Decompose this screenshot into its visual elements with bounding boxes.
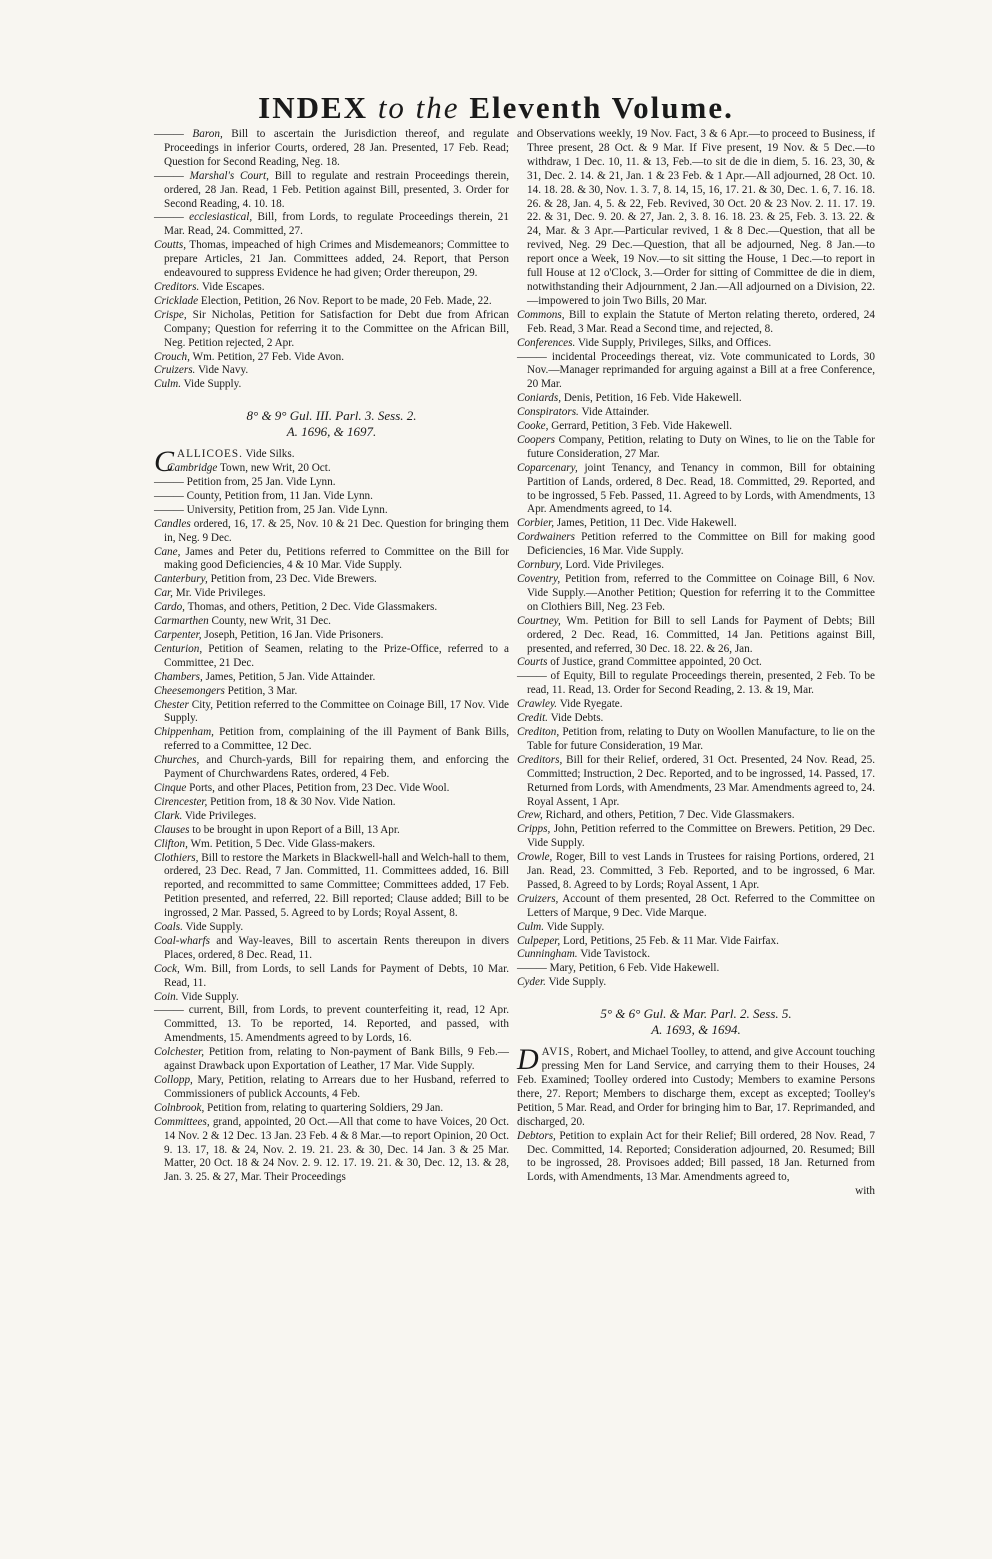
index-entry — [154, 782, 509, 796]
right-column — [517, 128, 875, 1199]
entry-heading: ——— Baron, — [154, 128, 223, 140]
right-top-entries — [517, 128, 875, 990]
entry-text: Sir Nicholas, Petition for Satisfaction for Debt due from African Company; Question for referring it to the Committee on the African Bill, Neg. Petition rejected, 2 Apr. — [164, 308, 509, 349]
index-entry — [154, 587, 509, 601]
entry-text: Vide Tavistock. — [577, 948, 651, 961]
entry-heading: Cricklade — [154, 294, 199, 307]
entry-text: Bill to restore the Markets in Blackwell-hall and Welch-hall to them, ordered, 23 Dec. Read, 7 Jan. Committed, 11. Committees added, 16. Bill reported, and recommitted to same Committee; Committees added, 17 Feb. Petition presented, and referred, 22. Bill reported; Clause added; Bill to be ingrossed, 2 Mar. Passed, 5. Agreed to by Lords; Royal Assent, 8. — [164, 851, 509, 920]
entry-text: Bill to ascertain the Jurisdiction thereof, and regulate Proceedings in inferior Courts, ordered, 28 Jan. Presented, 17 Feb. Read; Question for Second Reading, Neg. 18. — [164, 128, 509, 168]
entry-heading: Canterbury, — [154, 573, 208, 586]
entry-text: Vide Privileges. — [182, 809, 257, 822]
entry-heading: Creditors, — [517, 753, 563, 766]
entry-text: Gerrard, Petition, 3 Feb. Vide Hakewell. — [548, 420, 733, 433]
entry-heading: Cruizers, — [517, 892, 559, 905]
index-entry — [154, 170, 509, 212]
index-entry — [154, 1102, 509, 1116]
entry-heading: Crouch, — [154, 350, 190, 363]
index-entry — [154, 921, 509, 935]
entry-heading: Culm. — [154, 378, 182, 391]
index-entry — [154, 239, 509, 281]
entry-text: Vide Supply, Privileges, Silks, and Offices. — [575, 336, 772, 349]
index-entry — [154, 351, 509, 365]
left-top-entries — [154, 128, 509, 392]
entry-text: Roger, Bill to vest Lands in Trustees for raising Portions, ordered, 21 Jan. Read, 23. Committed, 3 Feb. Reported, and to be ingrossed, 6 Mar. Passed, 8. Agreed to by Lords; Royal Assent, 1 Apr. — [527, 851, 875, 891]
entry-heading: Clark. — [154, 809, 183, 822]
index-entry — [517, 893, 875, 921]
entry-text: and Church-yards, Bill for repairing them, and enforcing the Payment of Churchwardens Rates, ordered, 4 Feb. — [164, 754, 509, 781]
index-entry — [517, 809, 875, 823]
entry-text: Vide Supply. — [182, 921, 244, 934]
entry-heading: Cinque — [154, 781, 187, 794]
entry-text: Thomas, impeached of high Crimes and Misdemeanors; Committee to prepare Articles, 21 Jan. Committees added, 24. Report, that Person endeavoured to suppress Evidence he had given; Order thereupon, 29. — [164, 239, 509, 280]
entry-text: Petition from, 18 & 30 Nov. Vide Nation. — [207, 795, 396, 808]
entry-text: ordered, 16, 17. & 25, Nov. 10 & 21 Dec. Question for bringing them in, Neg. 9 Dec. — [164, 517, 509, 544]
entry-text: Vide Supply. — [544, 920, 605, 933]
entry-heading: Cheesemongers — [154, 684, 225, 697]
index-entry — [154, 824, 509, 838]
index-entry — [154, 378, 509, 392]
index-entry — [517, 462, 875, 518]
entry-heading: Cardo, — [154, 601, 185, 614]
entry-heading: ——— — [517, 670, 547, 683]
index-entry — [154, 726, 509, 754]
entry-heading: Coal-wharfs — [154, 934, 210, 947]
index-entry — [517, 754, 875, 810]
entry-heading: ——— — [154, 476, 184, 489]
entry-heading: Coin. — [154, 990, 179, 1003]
entry-heading: Cornbury, — [517, 559, 563, 572]
index-entry — [517, 698, 875, 712]
index-entry — [154, 1116, 509, 1186]
entry-heading: Colnbrook, — [154, 1101, 205, 1114]
entry-heading: Culm. — [517, 920, 545, 933]
entry-heading: Chester — [154, 698, 189, 711]
entry-text: Account of them presented, 28 Oct. Referred to the Committee on Letters of Marque, 9 Dec. Vide Marque. — [527, 892, 875, 919]
entry-text: Wm. Petition for Bill to sell Lands for Payment of Debts; Bill ordered, 2 Dec. Read, 16. Committed, 14 Jan. Petitions against Bill, presented, and referred, 30 Dec. 18. 22. & 26, Jan. — [527, 614, 875, 655]
dropcap-rest: AVIS, — [541, 1046, 575, 1059]
entry-text: Ports, and other Places, Petition from, 23 Dec. Vide Wool. — [186, 781, 450, 794]
entry-heading: Committees, — [154, 1115, 210, 1128]
index-entry — [154, 309, 509, 351]
index-entry — [154, 852, 509, 922]
index-entry — [517, 712, 875, 726]
entry-heading: ——— — [154, 503, 184, 516]
entry-heading: Chambers, — [154, 670, 203, 683]
entry-heading: Coparcenary, — [517, 461, 578, 474]
entry-text: of Equity, Bill to regulate Proceedings therein, presented, 2 Feb. To be read, 11. Read, 13. Order for Second Reading, 2. 13. & 19, Mar. — [527, 670, 875, 697]
entry-text: Petition from, 23 Dec. Vide Brewers. — [207, 573, 377, 586]
entry-text: Lord. Vide Privileges. — [562, 559, 665, 572]
catchword: with — [855, 1185, 875, 1198]
entry-text: Petition, 3 Mar. — [224, 684, 298, 697]
entry-heading: Crawley. — [517, 698, 558, 711]
entry-heading: Car, — [154, 587, 173, 600]
entry-heading: Debtors, — [517, 1129, 556, 1142]
index-entry — [154, 935, 509, 963]
index-entry — [517, 573, 875, 615]
entry-text: Mary, Petition, 6 Feb. Vide Hakewell. — [546, 962, 720, 975]
section-heading-line-2: A. 1693, & 1694. — [651, 1022, 741, 1038]
entry-text: Joseph, Petition, 16 Jan. Vide Prisoners. — [201, 629, 384, 641]
entry-text: Wm. Petition, 27 Feb. Vide Avon. — [189, 350, 345, 363]
index-entry — [517, 726, 875, 754]
entry-text: Petition to explain Act for their Relief; Bill ordered, 28 Nov. Read, 7 Dec. Committed, 14. Reported; Consideration adjourned, 20. Resumed; Bill to be ingrossed, 28. Provisoes added; Bill passed, 18 Jan. Returned from Lords, with Amendments, 13 Mar. Amendments agreed to, — [527, 1129, 875, 1184]
entry-text: Petition from, relating to Non-payment of Bank Bills, 9 Feb.—against Drawback upon Exportation of Leather, 17 Mar. Vide Supply. — [164, 1046, 509, 1073]
index-entry — [154, 518, 509, 546]
entry-text: County, new Writ, 31 Dec. — [208, 615, 331, 628]
index-entry — [517, 351, 875, 393]
entry-heading: Coventry, — [517, 573, 561, 585]
entry-heading: Coniards, — [517, 392, 562, 405]
index-entry — [517, 935, 875, 949]
entry-heading: Candles — [154, 517, 191, 530]
index-entry — [517, 392, 875, 406]
index-entry — [154, 810, 509, 824]
entry-heading: Clothiers, — [154, 851, 199, 864]
entry-heading: Churches, — [154, 754, 200, 767]
index-entry — [154, 838, 509, 852]
entry-heading: Crew, — [517, 809, 543, 822]
index-entry — [517, 531, 875, 559]
entry-text: Vide Supply. — [181, 378, 242, 391]
index-entry — [154, 643, 509, 671]
entry-heading: ——— ecclesiastical, — [154, 211, 253, 224]
index-entry — [154, 573, 509, 587]
entry-heading: Clifton, — [154, 837, 188, 850]
left-column — [154, 128, 509, 1185]
title-connector: to the — [377, 90, 460, 125]
index-entry — [154, 504, 509, 518]
entry-heading: Corbier, — [517, 517, 554, 530]
index-entry — [517, 420, 875, 434]
index-entry — [154, 546, 509, 574]
dropcap-rest: ALLICOES. — [177, 448, 243, 461]
entry-heading: ——— — [517, 350, 547, 363]
entry-text: Bill, from Lords, to regulate Proceedings therein, 21 Mar. Read, 24. Committed, 27. — [164, 211, 509, 238]
index-entry — [154, 754, 509, 782]
entry-text: Mary, Petition, relating to Arrears due to her Husband, referred to Commissioners of publick Accounts, 4 Feb. — [164, 1074, 509, 1100]
entry-text: joint Tenancy, and Tenancy in common, Bill for obtaining Partition of Lands, ordered, 8 Dec. Read, 18. Committed, 29. Reported, and to be ingrossed, 5 Feb. Passed, 11. Agreed to by Lords, with Amendments, 13 Apr. Amendments agreed, to 14. — [527, 461, 875, 516]
entry-text: Denis, Petition, 16 Feb. Vide Hakewell. — [561, 392, 742, 405]
entry-text: of Justice, grand Committee appointed, 20 Oct. — [547, 656, 762, 669]
entry-text: Vide Navy. — [195, 364, 249, 377]
page-title — [0, 90, 992, 126]
index-entry — [517, 656, 875, 670]
dropcap-text: Robert, and Michael Toolley, to attend, and give Account touching pressing Men for Land Service, and carrying them to their Houses, 24 Feb. Examined; Toolley ordered into Custody; Members to examine Persons there, 27. Report; Members to discharge them, except as excepted; Toolley's Petition, 5 Mar. Read, and Order for bringing him to Bar, 17. Reprimanded, and discharged, 20. — [517, 1046, 875, 1128]
dropcap-text: Vide Silks. — [242, 448, 295, 461]
entry-heading: Cyder. — [517, 976, 546, 989]
section-heading-line-1: 5° & 6° Gul. & Mar. Parl. 2. Sess. 5. — [600, 1006, 792, 1022]
index-entry — [154, 699, 509, 727]
index-entry — [154, 629, 509, 643]
index-entry — [517, 559, 875, 573]
entry-heading: ——— — [154, 1004, 184, 1017]
entry-text: Election, Petition, 26 Nov. Report to be made, 20 Feb. Made, 22. — [198, 294, 492, 307]
index-entry — [154, 128, 509, 170]
index-entry — [517, 670, 875, 698]
entry-heading: Coopers — [517, 433, 555, 446]
entry-text: and Way-leaves, Bill to ascertain Rents thereupon in divers Places, ordered, 8 Dec. Read, 11. — [164, 934, 509, 961]
entry-heading: Cruizers. — [154, 364, 196, 377]
left-entries — [154, 462, 509, 1185]
index-entry — [517, 517, 875, 531]
index-entry — [154, 462, 509, 476]
entry-heading: Cirencester, — [154, 795, 208, 808]
entry-heading: Collopp, — [154, 1074, 193, 1086]
entry-text: Mr. Vide Privileges. — [172, 587, 266, 600]
entry-text: County, Petition from, 11 Jan. Vide Lynn. — [183, 489, 373, 502]
index-entry — [154, 211, 509, 239]
section-heading-1693 — [517, 1006, 875, 1038]
section-heading-line-2: A. 1696, & 1697. — [286, 424, 377, 440]
entry-heading: Conferences. — [517, 336, 576, 349]
entry-heading: Credit. — [517, 712, 548, 725]
dropcap-letter: D — [517, 1043, 539, 1077]
entry-text: John, Petition referred to the Committee on Brewers. Petition, 29 Dec. Vide Supply. — [527, 823, 875, 850]
entry-heading: Crediton, — [517, 725, 560, 738]
entry-heading: Cripps, — [517, 823, 551, 836]
index-entry — [517, 851, 875, 893]
entry-text: Bill for their Relief, ordered, 31 Oct. Presented, 24 Nov. Read, 25. Committed; Instruction, 2 Dec. Reported, and to be ingrossed, 14. Passed, 17. Returned from Lords, with Amendments, 23 Mar. Amendments agreed to, 24. Royal Assent, 1 Apr. — [527, 753, 876, 808]
entry-heading: Conspirators. — [517, 406, 579, 419]
entry-text: Petition from, referred to the Committee on Coinage Bill, 6 Nov. Vide Supply.—Another Petition; Question for referring it to the Committee on Clothiers Bill, Neg. 23 Feb. — [527, 573, 875, 613]
entry-heading: Cane, — [154, 545, 181, 558]
entry-text: Thomas, and others, Petition, 2 Dec. Vide Glassmakers. — [184, 601, 438, 614]
entry-text: Lord, Petitions, 25 Feb. & 11 Mar. Vide Fairfax. — [560, 934, 779, 947]
entry-text: Vide Supply. — [178, 990, 239, 1003]
right-entries — [517, 1130, 875, 1186]
entry-text: Petition from, relating to quartering Soldiers, 29 Jan. — [204, 1101, 444, 1114]
entry-heading: Coutts, — [154, 239, 187, 252]
entry-text: and Observations weekly, 19 Nov. Fact, 3 & 6 Apr.—to proceed to Business, if Three present, 28 Oct. & 9 Mar. If Five present, 19 Nov. & 5 Dec.—to withdraw, 1 Dec. 10, 11. & 13, Feb.—to sit de die in diem, 5. 16. 23, 30, & 31, Dec. 2. 14. & 21, Jan. 1 & 23 Feb. & 1 Apr.—All adjourned, 28 Oct. 10. 14. 18. 28. & 30, Nov. 1. 3. 7, 8. 14, 15, 16, 17. 21. & 30, Dec. 1. 6, 7. 16. 18. 26. & 28, Jan. 4, 5. & 22, Feb. Revived, 30 Oct. 20 & 23 Nov. 2. 11. 17. 19. 22. & 31, Dec. 9. 20. & 27, Jan. 2, 3. 8. 16. 18. 23. & 25, Feb. 3. 13. 22. & 24, Mar. & 3 Apr.—Particular revived, 1 & 8 Dec.—Question, that all be revived, Neg. 29 Dec.—Question, that all be adjourned, Neg. 8 Jan.—to report once a Week, 19 Nov.—to sit sitting the House, 1 Dec.—to report in full House at 12 o'Clock, 3.—Order for sitting of Committee de die in diem, notwithstanding their Adjournment, 2 Jan.—All adjourned on a Division, 22.—impowered to join Two Bills, 20 Mar. — [517, 128, 875, 307]
entry-text: Wm. Bill, from Lords, to sell Lands for Payment of Debts, 10 Mar. Read, 11. — [164, 962, 509, 989]
entry-text: James and Peter du, Petitions referred to Committee on the Bill for making good Deficiencies, 4 & 10 Mar. Vide Supply. — [164, 545, 509, 572]
entry-heading: Clauses — [154, 823, 190, 836]
index-entry — [154, 601, 509, 615]
entry-text: Petition from, relating to Duty on Woollen Manufacture, to lie on the Table for future Consideration, 19 Mar. — [527, 725, 875, 752]
entry-text: grand, appointed, 20 Oct.—All that come to have Voices, 20 Oct. 14 Nov. 2 & 12 Dec. 13 Jan. 23 Feb. 4 & 8 Mar.—to report Opinion, 20 Oct. 9. 13. 17, 18. & 24, Nov. 2. 19. 21. 23. & 30, Dec. 14 Jan. 3 & 25 Mar. Matter, 20 Oct. 18 & 24 Nov. 2. 9. 12. 17. 19. 21. & 30, Dec. 12, 13. & 28, Jan. 3. 25. & 27, Mar. Their Proceedings — [164, 1115, 509, 1184]
entry-heading: Centurion, — [154, 642, 203, 655]
index-entry — [154, 281, 509, 295]
entry-text: Company, Petition, relating to Duty on Wines, to lie on the Table for future Consideration, 27 Mar. — [527, 433, 875, 460]
index-entry — [517, 309, 875, 337]
entry-text: Petition from, complaining of the ill Payment of Bank Bills, referred to a Committee, 12 Dec. — [164, 726, 509, 753]
entry-heading: Cock, — [154, 962, 180, 975]
entry-heading: Chippenham, — [154, 726, 214, 739]
entry-text: Vide Escapes. — [199, 280, 265, 293]
entry-text: Petition referred to the Committee on Bill for making good Deficiencies, 16 Mar. Vide Supply. — [527, 531, 875, 558]
index-entry — [154, 1046, 509, 1074]
index-entry — [517, 921, 875, 935]
index-entry — [154, 963, 509, 991]
index-entry — [154, 1004, 509, 1046]
title-suffix: Eleventh Volume. — [469, 90, 734, 125]
entry-heading: ——— — [517, 962, 547, 975]
entry-heading: Cooke, — [517, 420, 549, 433]
index-entry — [517, 948, 875, 962]
index-entry — [154, 476, 509, 490]
entry-heading: Culpeper, — [517, 934, 561, 947]
dropcap-letter: C — [154, 445, 175, 479]
dropcap-entry-davis — [517, 1043, 875, 1129]
index-entry — [517, 406, 875, 420]
entry-text: James, Petition, 5 Jan. Vide Attainder. — [202, 670, 376, 683]
index-entry — [154, 615, 509, 629]
entry-heading: ——— Marshal's Court, — [154, 169, 269, 182]
entry-text: City, Petition referred to the Committee on Coinage Bill, 17 Nov. Vide Supply. — [164, 698, 509, 725]
entry-heading: Courts — [517, 656, 548, 669]
entry-text: Petition from, 25 Jan. Vide Lynn. — [183, 476, 336, 489]
entry-heading: Commons, — [517, 308, 565, 321]
entry-heading: Colchester, — [154, 1046, 205, 1059]
entry-text: Bill to regulate and restrain Proceedings therein, ordered, 28 Jan. Read, 1 Feb. Petition against Bill, presented, 3. Order for Second Reading, 4. 10. 18. — [164, 169, 509, 210]
section-heading-line-1: 8° & 9° Gul. III. Parl. 3. Sess. 2. — [246, 408, 417, 424]
entry-text: James, Petition, 11 Dec. Vide Hakewell. — [554, 517, 737, 530]
entry-text: Vide Supply. — [545, 976, 607, 989]
index-entry — [517, 962, 875, 976]
entry-text: incidental Proceedings thereat, viz. Vote communicated to Lords, 30 Nov.—Manager reprimanded for arguing against a Bill at a free Conference, 20 Mar. — [527, 350, 875, 391]
index-entry — [154, 671, 509, 685]
entry-heading: Crispe, — [154, 308, 187, 321]
entry-text: to be brought in upon Report of a Bill, 13 Apr. — [189, 823, 400, 836]
entry-text: Vide Ryegate. — [557, 698, 623, 711]
index-entry — [154, 796, 509, 810]
entry-text: Petition of Seamen, relating to the Prize-Office, referred to a Committee, 21 Dec. — [164, 642, 509, 669]
section-heading-1696 — [154, 408, 509, 440]
entry-heading: ——— — [154, 489, 184, 502]
entry-heading: Carpenter, — [154, 629, 202, 641]
index-entry — [154, 991, 509, 1005]
entry-text: current, Bill, from Lords, to prevent counterfeiting it, read, 12 Apr. Committed, 13. To be reported, 14. Reported, and passed, with Amendments, 15. Amendments agreed to by Lords, 16. — [164, 1004, 509, 1045]
entry-text: Richard, and others, Petition, 7 Dec. Vide Glassmakers. — [542, 809, 795, 822]
entry-text: Bill to explain the Statute of Merton relating thereto, ordered, 24 Feb. Read, 3 Mar. Read a Second time, and rejected, 8. — [527, 308, 875, 335]
entry-text: Vide Debts. — [547, 712, 604, 725]
index-entry — [154, 295, 509, 309]
index-entry — [517, 615, 875, 657]
index-entry — [517, 337, 875, 351]
index-entry — [154, 685, 509, 699]
index-entry — [517, 128, 875, 309]
entry-heading: Cordwainers — [517, 531, 576, 544]
entry-heading: Carmarthen — [154, 615, 209, 628]
title-prefix: INDEX — [258, 90, 369, 125]
entry-text: Wm. Petition, 5 Dec. Vide Glass-makers. — [187, 837, 376, 850]
entry-heading: Courtney, — [517, 614, 561, 627]
entry-text: Vide Attainder. — [578, 406, 650, 419]
entry-heading: Creditors. — [154, 280, 200, 293]
index-entry — [517, 823, 875, 851]
entry-text: Town, new Writ, 20 Oct. — [217, 462, 331, 475]
index-entry — [517, 976, 875, 990]
entry-heading: Cunningham. — [517, 948, 578, 961]
index-entry — [154, 364, 509, 378]
index-entry — [154, 490, 509, 504]
entry-heading: Coals. — [154, 921, 183, 934]
entry-heading: Crowle, — [517, 851, 553, 864]
index-entry — [517, 434, 875, 462]
entry-text: University, Petition from, 25 Jan. Vide Lynn. — [183, 503, 388, 516]
index-entry — [517, 1130, 875, 1186]
entry-heading: Cambridge — [167, 462, 218, 475]
index-entry — [154, 1074, 509, 1102]
